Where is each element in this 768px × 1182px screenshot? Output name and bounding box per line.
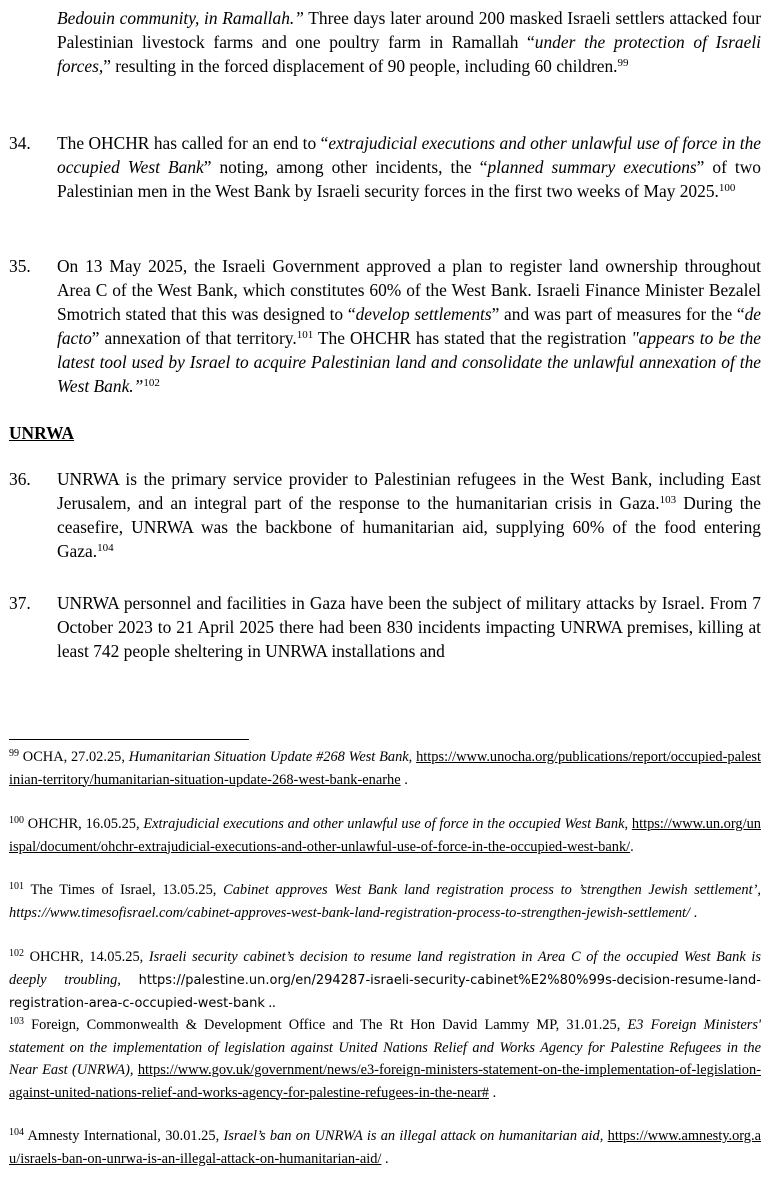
para-text: The OHCHR has called for an end to “	[57, 133, 329, 153]
footnote-link[interactable]: https://www.timesofisrael.com/cabinet-approves-west-bank-land-registration-process-to-strengthen-jewish-settlement/	[9, 904, 691, 921]
footnote-link[interactable]: https://www.gov.uk/government/news/e3-foreign-ministers-statement-on-the-implementation-of-legislation-against-united-nations-relief-and-works-agency-for-palestine-refugees-in-the-near#	[9, 1062, 761, 1101]
para-italic-text: planned summary executions	[487, 157, 697, 177]
para-text: ” and was part of measures for the “	[491, 304, 745, 324]
footnote-text: .	[400, 771, 408, 788]
paragraph-36	[57, 467, 761, 563]
footnote-title: Humanitarian Situation Update #268 West Bank,	[128, 749, 413, 765]
para-text: Three days later around 200 masked Israeli settlers attacked four Palestinian livestock farms and one poultry farm in Ramallah “	[57, 8, 761, 52]
footnote-title: Extrajudicial executions and other unlawful use of force in the occupied West Bank,	[143, 816, 629, 832]
footnote-number: 99	[9, 748, 19, 759]
paragraph-number: 37.	[9, 593, 31, 613]
footnote-ref[interactable]: 102	[143, 377, 160, 389]
footnote-ref[interactable]: 101	[296, 329, 314, 341]
footnote-text: Amnesty International, 30.01.25,	[24, 1128, 224, 1144]
footnote-text: .	[381, 1150, 389, 1167]
para-italic-text: develop settlements	[355, 304, 492, 324]
footnote-link[interactable]: https://www.amnesty.org.au/israels-ban-on-unrwa-is-an-illegal-attack-on-humanitarian-aid/	[9, 1128, 761, 1167]
footnote-text: .	[488, 1084, 497, 1101]
footnote-title: Israeli security cabinet’s decision to resume land registration in Area C of the occupied West Bank is deeply troubling,	[9, 949, 761, 988]
footnote-title: Israel’s ban on UNRWA is an illegal attack on humanitarian aid,	[223, 1128, 604, 1144]
paragraph-number: 36.	[9, 469, 31, 489]
para-italic-text: de facto	[57, 304, 762, 348]
para-text: ” noting, among other incidents, the “	[203, 157, 488, 177]
footnote-text: .	[690, 904, 698, 921]
footnote-number: 100	[9, 815, 24, 826]
footnote-link[interactable]: https://palestine.un.org/en/294287-israeli-security-cabinet%E2%80%99s-decision-resume-land-registration-area-c-occupied-west-bank	[9, 972, 761, 1011]
section-heading: UNRWA	[9, 423, 75, 443]
footnote-104	[9, 1125, 761, 1170]
para-text: On 13 May 2025, the Israeli Government approved a plan to register land ownership throughout Area C of the West Bank, which constitutes 60% of the West Bank. Israeli Finance Minister Bezalel Smotrich stated that this was designed to “	[57, 256, 761, 324]
footnote-103	[9, 1014, 761, 1104]
footnote-ref[interactable]: 99	[617, 57, 629, 69]
footnote-text: Foreign, Commonwealth & Development Office and The Rt Hon David Lammy MP, 31.01.25,	[24, 1017, 628, 1033]
para-text: ” annexation of that territory.	[91, 328, 297, 348]
para-italic-text: Bedouin community, in Ramallah.”	[57, 8, 304, 28]
paragraph-37	[57, 591, 761, 663]
para-text: UNRWA personnel and facilities in Gaza have been the subject of military attacks by Israel. From 7 October 2023 to 21 April 2025 there had been 830 incidents impacting UNRWA premises, killing at least 742 people sheltering in UNRWA installations and	[57, 593, 761, 661]
para-text: The OHCHR has stated that the registration	[313, 328, 632, 348]
footnote-separator	[9, 739, 249, 740]
footnote-title: Cabinet approves West Bank land registration process to ’strengthen Jewish settlement’,	[223, 882, 761, 898]
footnote-text: OCHA, 27.02.25,	[19, 749, 129, 765]
footnote-text: OHCHR, 16.05.25,	[24, 816, 144, 832]
footnote-text: OHCHR, 14.05.25,	[24, 949, 149, 965]
footnote-text: .	[630, 838, 634, 855]
paragraph-34	[57, 131, 761, 203]
para-text: ” resulting in the forced displacement of 90 people, including 60 children.	[103, 56, 618, 76]
para-text: ” of two Palestinian men in the West Bank by Israeli security forces in the first two weeks of May 2025.	[57, 157, 761, 201]
footnote-number: 102	[9, 948, 24, 959]
para-text: During the ceasefire, UNRWA was the backbone of humanitarian aid, supplying 60% of the food entering Gaza.	[57, 493, 761, 561]
footnote-ref[interactable]: 103	[659, 494, 677, 506]
footnote-101	[9, 879, 761, 924]
footnote-ref[interactable]: 104	[97, 542, 114, 554]
footnote-ref[interactable]: 100	[718, 182, 736, 194]
paragraph-continuation	[57, 6, 761, 78]
footnote-99	[9, 746, 761, 791]
footnote-102	[9, 946, 761, 1016]
footnote-link[interactable]: https://www.un.org/unispal/document/ohchr-extrajudicial-executions-and-other-unlawful-use-of-force-in-the-occupied-west-bank/	[9, 816, 761, 855]
footnote-text: The Times of Israel, 13.05.25,	[24, 882, 224, 898]
footnote-number: 104	[9, 1127, 24, 1138]
paragraph-35	[57, 254, 761, 398]
paragraph-number: 34.	[9, 133, 31, 153]
footnote-title: E3 Foreign Ministers' statement on the implementation of legislation against United Nations Relief and Works Agency for Palestine Refugees in the Near East (UNRWA),	[9, 1017, 761, 1078]
footnote-number: 101	[9, 881, 24, 892]
para-italic-text: "appears to be the latest tool used by Israel to acquire Palestinian land and consolidate the unlawful annexation of the West Bank.”	[57, 328, 761, 396]
para-italic-text: extrajudicial executions and other unlawful use of force in the occupied West Bank	[57, 133, 761, 177]
paragraph-number: 35.	[9, 256, 31, 276]
para-italic-text: under the protection of Israeli forces,	[57, 32, 761, 76]
footnote-text: ..	[264, 995, 276, 1011]
footnote-link[interactable]: https://www.unocha.org/publications/report/occupied-palestinian-territory/humanitarian-situation-update-268-west-bank-enarhe	[9, 749, 761, 788]
footnote-number: 103	[9, 1016, 24, 1027]
para-text: UNRWA is the primary service provider to Palestinian refugees in the West Bank, including East Jerusalem, and an integral part of the response to the humanitarian crisis in Gaza.	[57, 469, 761, 513]
footnote-100	[9, 813, 761, 858]
